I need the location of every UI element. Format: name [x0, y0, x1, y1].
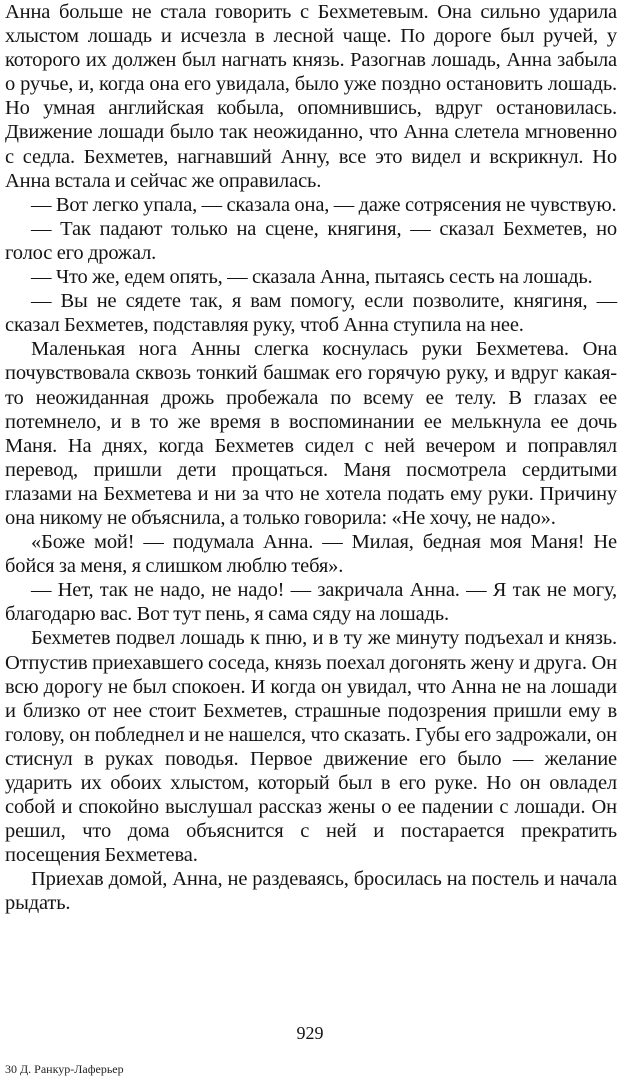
paragraph: Маленькая нога Анны слегка коснулась руки Бехметева. Она почувствовала сквозь тонкий башмак его горячую руку, и вдруг какая-то неожиданная дрожь пробежала по всему ее телу. В глазах ее потемнело, и в то же время в воспоминании ее мелькнула ее дочь Маня. На днях, когда Бехметев сидел с ней вечером и поправлял перевод, пришли дети прощаться. Маня посмотрела сердитыми глазами на Бехметева и ни за что не хотела подать ему руки. Причину она никому не объяснила, а только говорила: «Не хочу, не надо».	[5, 338, 617, 529]
paragraph: Бехметев подвел лошадь к пню, и в ту же минуту подъехал и князь. Отпустив приехавшего соседа, князь поехал догонять жену и друга. Он всю дорогу не был спокоен. И когда он увидал, что Анна не на лошади и близко от нее стоит Бехметев, страшные подозрения пришли ему в голову, он побледнел и не нашелся, что сказать. Губы его задрожали, он стиснул в руках поводья. Первое движение его было — желание ударить их обоих хлыстом, который был в его руке. Но он овладел собой и спокойно выслушал рассказ жены о ее падении с лошади. Он решил, что дома объяснится с ней и постарается прекратить посещения Бехметева.	[5, 627, 617, 867]
paragraph: — Что же, едем опять, — сказала Анна, пытаясь сесть на лошадь.	[31, 266, 593, 289]
paragraph: Приехав домой, Анна, не раздеваясь, бросилась на постель и начала рыдать.	[5, 868, 617, 915]
paragraph: Анна больше не стала говорить с Бехметевым. Она сильно ударила хлыстом лошадь и исчезла в лесной чаще. По дороге был ручей, у которого их должен был нагнать князь. Разогнав лошадь, Анна забыла о ручье, и, когда она его увидала, было уже поздно остановить лошадь. Но умная английская кобыла, опомнившись, вдруг остановилась. Движение лошади было так неожиданно, что Анна слетела мгновенно с седла. Бехметев, нагнавший Анну, все это видел и вскрикнул. Но Анна встала и сейчас же оправилась.	[5, 1, 617, 192]
body-text	[5, 0, 617, 916]
signature-mark: 30 Д. Ранкур-Лаферьер	[5, 1062, 124, 1076]
paragraph: «Боже мой! — подумала Анна. — Милая, бедная моя Маня! Не бойся за меня, я слишком люблю тебя».	[5, 531, 617, 578]
page-number: 929	[296, 1023, 324, 1043]
paragraph: — Вот легко упала, — сказала она, — даже сотрясения не чувствую.	[31, 193, 617, 216]
paragraph: — Так падают только на сцене, княгиня, — сказал Бехметев, но голос его дрожал.	[5, 217, 617, 264]
paragraph: — Вы не сядете так, я вам помогу, если позволите, княгиня, — сказал Бехметев, подставляя руку, чтоб Анна ступила на нее.	[5, 290, 617, 337]
paragraph: — Нет, так не надо, не надо! — закричала Анна. — Я так не могу, благодарю вас. Вот тут пень, я сама сяду на лошадь.	[5, 579, 617, 626]
